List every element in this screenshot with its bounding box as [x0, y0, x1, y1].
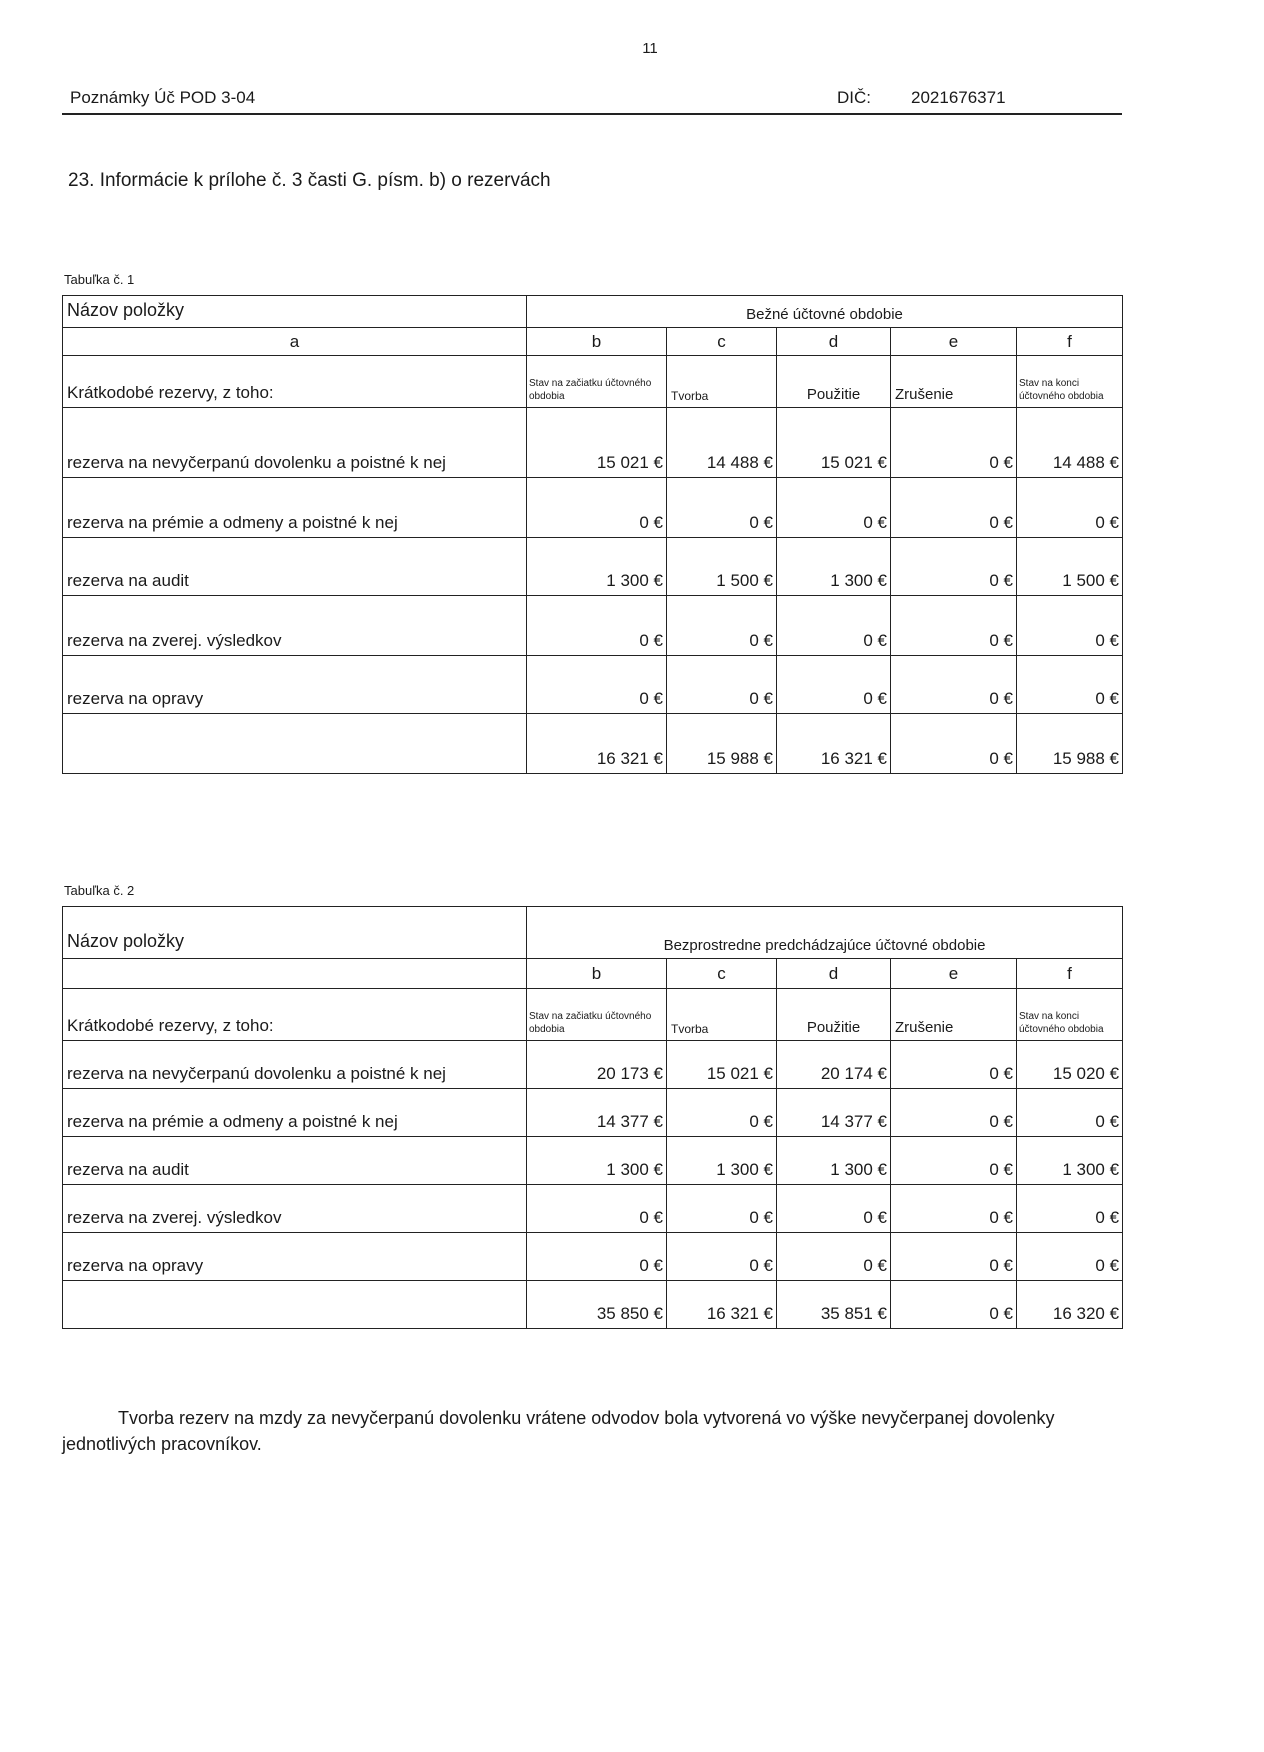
cell-value: 0 € — [527, 1185, 667, 1233]
cell-value: 15 021 € — [777, 408, 891, 478]
table-row — [63, 596, 1123, 656]
cell-value: 0 € — [777, 656, 891, 714]
total-value: 16 321 € — [777, 714, 891, 774]
cell-value: 0 € — [667, 1185, 777, 1233]
header-dic-label: DIČ: — [837, 88, 871, 107]
total-value: 35 851 € — [777, 1281, 891, 1329]
cell-value: 0 € — [1017, 1185, 1123, 1233]
cell-value: 15 021 € — [667, 1041, 777, 1089]
table2-letter-c: c — [667, 959, 777, 989]
row-label: rezerva na opravy — [63, 656, 527, 714]
table-row — [63, 1233, 1123, 1281]
cell-value: 14 488 € — [1017, 408, 1123, 478]
cell-value: 0 € — [891, 596, 1017, 656]
table2-group-label: Krátkodobé rezervy, z toho: — [63, 989, 527, 1041]
table2-name-header: Názov položky — [63, 907, 527, 959]
section-title: 23. Informácie k prílohe č. 3 časti G. písm. b) o rezervách — [68, 170, 551, 191]
total-value: 0 € — [891, 714, 1017, 774]
table1-letter-c: c — [667, 328, 777, 356]
table1-col-cancellation: Zrušenie — [891, 356, 1017, 408]
row-label: rezerva na nevyčerpanú dovolenku a poistné k nej — [63, 408, 527, 478]
total-value: 15 988 € — [667, 714, 777, 774]
cell-value: 0 € — [777, 1185, 891, 1233]
cell-value: 0 € — [1017, 656, 1123, 714]
table2-letter-f: f — [1017, 959, 1123, 989]
header-dic-value: 2021676371 — [911, 88, 1006, 107]
cell-value: 0 € — [891, 1185, 1017, 1233]
cell-value: 0 € — [891, 1089, 1017, 1137]
cell-value: 0 € — [667, 656, 777, 714]
cell-value: 0 € — [667, 1089, 777, 1137]
table1-letter-e: e — [891, 328, 1017, 356]
table2-period-header: Bezprostredne predchádzajúce účtovné obdobie — [527, 907, 1123, 959]
row-label: rezerva na prémie a odmeny a poistné k nej — [63, 478, 527, 538]
total-label-empty — [63, 1281, 527, 1329]
cell-value: 20 174 € — [777, 1041, 891, 1089]
cell-value: 15 020 € — [1017, 1041, 1123, 1089]
total-value: 16 321 € — [527, 714, 667, 774]
cell-value: 0 € — [891, 656, 1017, 714]
cell-value: 15 021 € — [527, 408, 667, 478]
table2-caption: Tabuľka č. 2 — [64, 883, 135, 898]
header-divider — [62, 113, 1122, 115]
total-value: 15 988 € — [1017, 714, 1123, 774]
total-value: 16 320 € — [1017, 1281, 1123, 1329]
cell-value: 0 € — [891, 538, 1017, 596]
table-row — [63, 1041, 1123, 1089]
cell-value: 1 300 € — [777, 538, 891, 596]
cell-value: 0 € — [1017, 1089, 1123, 1137]
cell-value: 1 500 € — [667, 538, 777, 596]
cell-value: 0 € — [527, 1233, 667, 1281]
table1-group-label: Krátkodobé rezervy, z toho: — [63, 356, 527, 408]
table1-name-header: Názov položky — [63, 296, 527, 328]
cell-value: 0 € — [667, 1233, 777, 1281]
table1-letter-b: b — [527, 328, 667, 356]
table2-col-usage: Použitie — [777, 989, 891, 1041]
table-total-row — [63, 714, 1123, 774]
total-value: 0 € — [891, 1281, 1017, 1329]
cell-value: 1 500 € — [1017, 538, 1123, 596]
table2-col-closing-balance: Stav na konci účtovného obdobia — [1017, 989, 1123, 1041]
cell-value: 1 300 € — [777, 1137, 891, 1185]
cell-value: 0 € — [891, 1233, 1017, 1281]
table-total-row — [63, 1281, 1123, 1329]
table2-col-creation: Tvorba — [667, 989, 777, 1041]
reserves-table-current-period — [62, 295, 1123, 774]
cell-value: 0 € — [527, 596, 667, 656]
header-document-title: Poznámky Úč POD 3-04 — [70, 88, 256, 107]
table2-letter-empty — [63, 959, 527, 989]
table2-col-cancellation: Zrušenie — [891, 989, 1017, 1041]
table-row — [63, 1137, 1123, 1185]
table1-col-opening-balance: Stav na začiatku účtovného obdobia — [527, 356, 667, 408]
cell-value: 1 300 € — [1017, 1137, 1123, 1185]
cell-value: 1 300 € — [527, 538, 667, 596]
table2-col-opening-balance: Stav na začiatku účtovného obdobia — [527, 989, 667, 1041]
table-row — [63, 656, 1123, 714]
table-row — [63, 408, 1123, 478]
cell-value: 1 300 € — [527, 1137, 667, 1185]
cell-value: 0 € — [1017, 596, 1123, 656]
cell-value: 14 488 € — [667, 408, 777, 478]
row-label: rezerva na zverej. výsledkov — [63, 596, 527, 656]
table1-letter-f: f — [1017, 328, 1123, 356]
cell-value: 0 € — [777, 478, 891, 538]
table1-col-creation: Tvorba — [667, 356, 777, 408]
table1-letter-d: d — [777, 328, 891, 356]
cell-value: 0 € — [667, 478, 777, 538]
table1-col-usage: Použitie — [777, 356, 891, 408]
cell-value: 14 377 € — [527, 1089, 667, 1137]
row-label: rezerva na zverej. výsledkov — [63, 1185, 527, 1233]
table2-letter-d: d — [777, 959, 891, 989]
row-label: rezerva na audit — [63, 1137, 527, 1185]
cell-value: 0 € — [667, 596, 777, 656]
page-number: 11 — [642, 40, 658, 57]
note-paragraph: Tvorba rezerv na mzdy za nevyčerpanú dovolenku vrátene odvodov bola vytvorená vo výške nevyčerpanej dovolenky jednotlivých pracovníkov. — [62, 1408, 1055, 1454]
row-label: rezerva na opravy — [63, 1233, 527, 1281]
table-row — [63, 1185, 1123, 1233]
cell-value: 0 € — [1017, 478, 1123, 538]
total-label-empty — [63, 714, 527, 774]
table2-letter-e: e — [891, 959, 1017, 989]
cell-value: 20 173 € — [527, 1041, 667, 1089]
table1-caption: Tabuľka č. 1 — [64, 272, 135, 287]
cell-value: 0 € — [891, 478, 1017, 538]
cell-value: 0 € — [527, 656, 667, 714]
total-value: 35 850 € — [527, 1281, 667, 1329]
table1-col-closing-balance: Stav na konci účtovného obdobia — [1017, 356, 1123, 408]
table1-letter-a: a — [63, 328, 527, 356]
cell-value: 0 € — [891, 1137, 1017, 1185]
table2-letter-b: b — [527, 959, 667, 989]
table1-period-header: Bežné účtovné obdobie — [527, 296, 1123, 328]
cell-value: 1 300 € — [667, 1137, 777, 1185]
table-row — [63, 1089, 1123, 1137]
row-label: rezerva na audit — [63, 538, 527, 596]
cell-value: 0 € — [527, 478, 667, 538]
cell-value: 0 € — [891, 1041, 1017, 1089]
cell-value: 0 € — [777, 1233, 891, 1281]
table-row — [63, 538, 1123, 596]
cell-value: 0 € — [777, 596, 891, 656]
table-row — [63, 478, 1123, 538]
reserves-table-previous-period — [62, 906, 1123, 1329]
cell-value: 0 € — [891, 408, 1017, 478]
cell-value: 0 € — [1017, 1233, 1123, 1281]
row-label: rezerva na prémie a odmeny a poistné k nej — [63, 1089, 527, 1137]
total-value: 16 321 € — [667, 1281, 777, 1329]
row-label: rezerva na nevyčerpanú dovolenku a poistné k nej — [63, 1041, 527, 1089]
cell-value: 14 377 € — [777, 1089, 891, 1137]
